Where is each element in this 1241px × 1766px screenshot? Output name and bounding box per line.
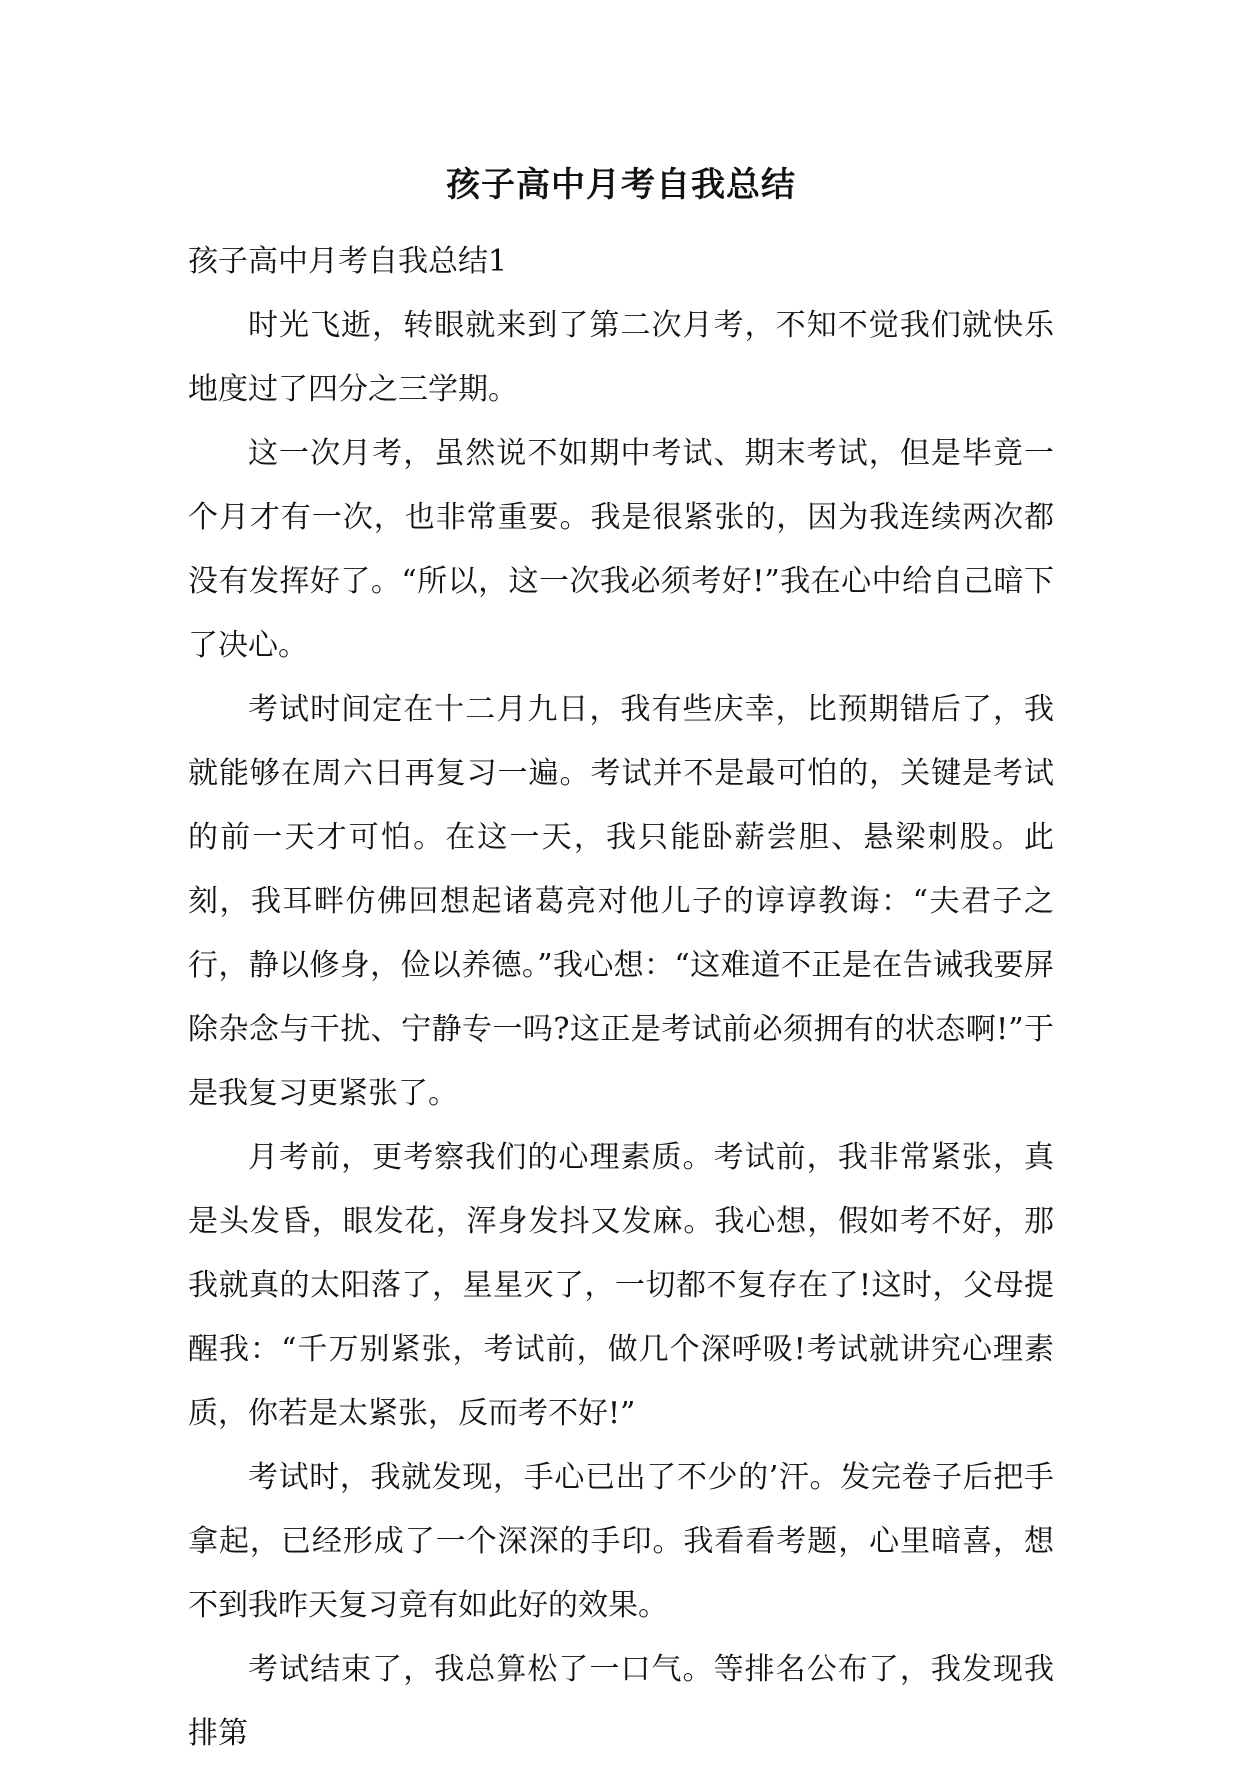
document-page	[188, 140, 1054, 1766]
paragraph-5: 考试时，我就发现，手心已出了不少的’汗。发完卷子后把手拿起，已经形成了一个深深的手印。我看看考题，心里暗喜，想不到我昨天复习竟有如此好的效果。	[188, 1460, 1054, 1623]
paragraph-3: 考试时间定在十二月九日，我有些庆幸，比预期错后了，我就能够在周六日再复习一遍。考试并不是最可怕的，关键是考试的前一天才可怕。在这一天，我只能卧薪尝胆、悬梁刺股。此刻，我耳畔仿佛回想起诸葛亮对他儿子的谆谆教诲：“夫君子之行，静以修身，俭以养德。”我心想：“这难道不正是在告诫我要屏除杂念与干扰、宁静专一吗?这正是考试前必须拥有的状态啊!”于是我复习更紧张了。	[188, 692, 1054, 1111]
paragraph-6: 考试结束了，我总算松了一口气。等排名公布了，我发现我排第	[188, 1652, 1054, 1751]
section-heading: 孩子高中月考自我总结1	[188, 244, 508, 279]
document-title: 孩子高中月考自我总结	[446, 165, 796, 205]
paragraph-2: 这一次月考，虽然说不如期中考试、期末考试，但是毕竟一个月才有一次，也非常重要。我是很紧张的，因为我连续两次都没有发挥好了。“所以，这一次我必须考好!”我在心中给自己暗下了决心。	[188, 436, 1054, 663]
paragraph-1: 时光飞逝，转眼就来到了第二次月考，不知不觉我们就快乐地度过了四分之三学期。	[188, 308, 1054, 407]
paragraph-4: 月考前，更考察我们的心理素质。考试前，我非常紧张，真是头发昏，眼发花，浑身发抖又发麻。我心想，假如考不好，那我就真的太阳落了，星星灭了，一切都不复存在了!这时，父母提醒我：“千万别紧张，考试前，做几个深呼吸!考试就讲究心理素质，你若是太紧张，反而考不好!”	[188, 1140, 1054, 1431]
